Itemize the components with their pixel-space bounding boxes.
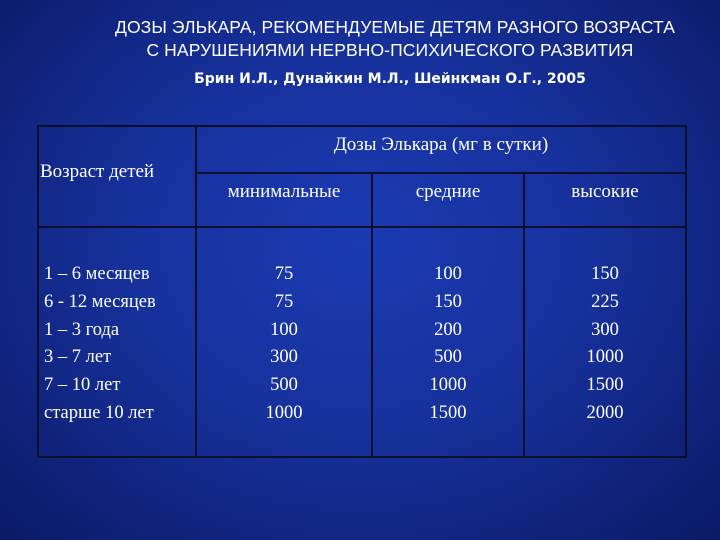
age-cell: 6 - 12 месяцев	[44, 291, 156, 312]
min-dose-cell: 75	[274, 291, 294, 312]
mid-dose-cell: 100	[434, 264, 462, 284]
min-dose-cell: 300	[270, 347, 298, 368]
header-bottom-border	[37, 226, 686, 228]
age-cell: 7 – 10 лет	[44, 375, 121, 396]
mid-dose-subheader: средние	[415, 181, 481, 202]
min-dose-column	[196, 261, 372, 428]
mid-dose-cell: 1500	[429, 402, 467, 423]
title-line-2: С НАРУШЕНИЯМИ НЕРВНО-ПСИХИЧЕСКОГО РАЗВИТИЯ	[146, 40, 634, 60]
high-dose-cell: 2000	[586, 402, 624, 423]
age-column	[44, 261, 194, 428]
high-dose-cell: 1500	[586, 375, 624, 396]
min-dose-cell: 100	[270, 319, 298, 340]
table-bottom-border	[37, 456, 686, 458]
authors-line: Брин И.Л., Дунайкин М.Л., Шейнкман О.Г., 2005	[194, 71, 586, 87]
table-left-border	[37, 125, 39, 458]
mid-dose-cell: 1000	[429, 375, 467, 396]
table-top-border	[37, 125, 686, 127]
doses-column-header: Дозы Элькара (мг в сутки)	[333, 134, 549, 155]
min-dose-subheader: минимальные	[227, 181, 341, 202]
min-dose-cell: 500	[270, 375, 298, 396]
high-dose-cell: 300	[591, 319, 619, 340]
slide-title	[0, 16, 720, 62]
mid-dose-cell: 500	[434, 347, 462, 368]
age-cell: старше 10 лет	[44, 402, 154, 423]
min-dose-cell: 75	[274, 264, 294, 284]
high-dose-cell: 150	[591, 264, 619, 284]
high-dose-column	[524, 261, 686, 428]
age-cell: 1 – 3 года	[44, 319, 120, 340]
age-column-header: Возраст детей	[40, 161, 155, 182]
mid-dose-cell: 150	[434, 291, 462, 312]
high-dose-cell: 225	[591, 291, 619, 312]
title-line-1: ДОЗЫ ЭЛЬКАРА, РЕКОМЕНДУЕМЫЕ ДЕТЯМ РАЗНОГО ВОЗРАСТА	[115, 17, 675, 37]
age-cell: 1 – 6 месяцев	[44, 264, 150, 284]
high-dose-cell: 1000	[586, 347, 624, 368]
mid-dose-column	[372, 261, 524, 428]
min-dose-cell: 1000	[265, 402, 303, 423]
mid-dose-cell: 200	[434, 319, 462, 340]
high-dose-subheader: высокие	[571, 181, 639, 202]
subheader-top-border	[196, 172, 686, 174]
age-cell: 3 – 7 лет	[44, 347, 112, 368]
